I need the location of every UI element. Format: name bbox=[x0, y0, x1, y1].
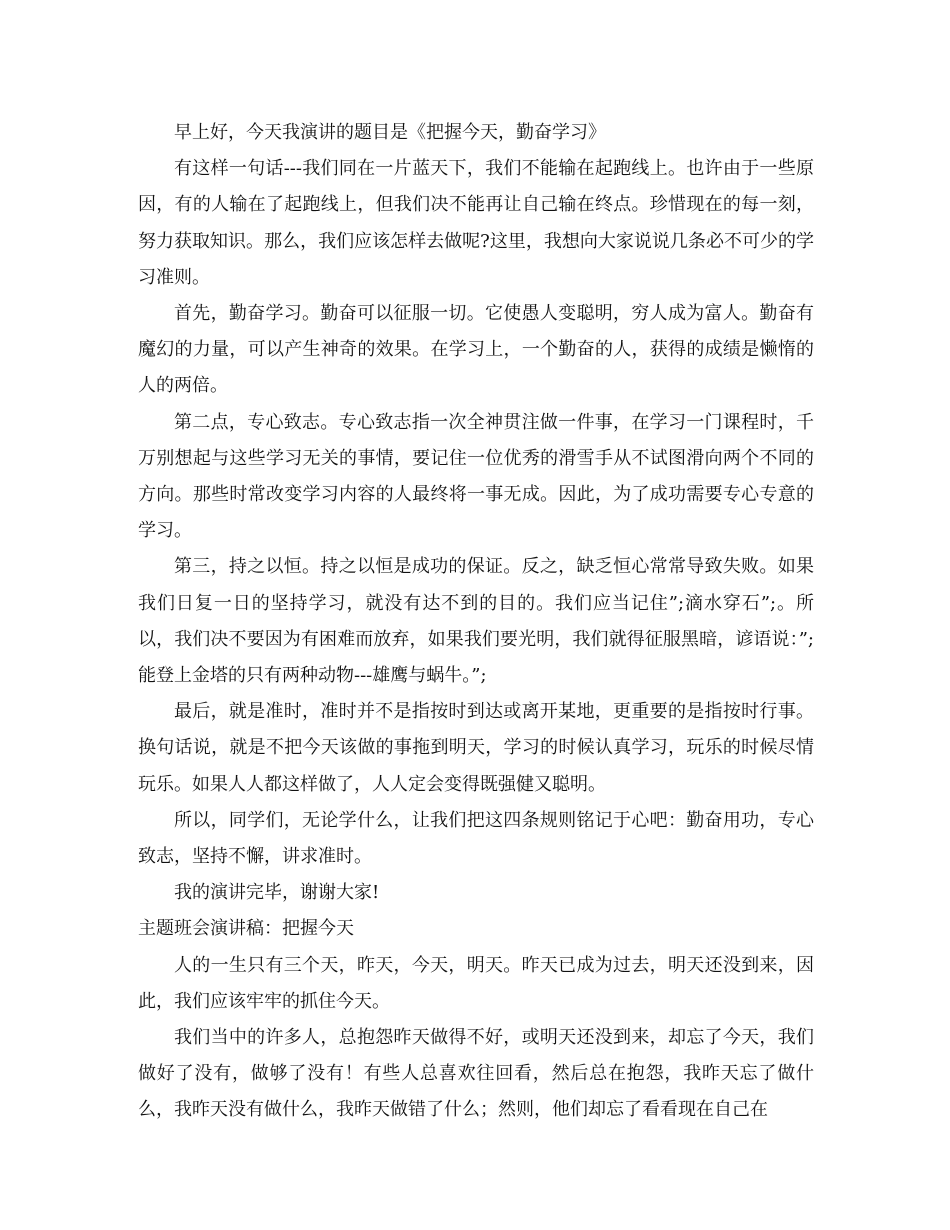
body-paragraph: 第三，持之以恒。持之以恒是成功的保证。反之，缺乏恒心常常导致失败。如果我们日复一日的坚持学习，就没有达不到的目的。我们应当记住”;滴水穿石”;。所以，我们决不要因为有困难而放弃，如果我们要光明，我们就得征服黑暗，谚语说：”;能登上金塔的只有两种动物---雄鹰与蜗牛。”; bbox=[138, 556, 814, 687]
body-paragraph: 我们当中的许多人，总抱怨昨天做得不好，或明天还没到来，却忘了今天，我们做好了没有，做够了没有！有些人总喜欢往回看，然后总在抱怨，我昨天忘了做什么，我昨天没有做什么，我昨天做错了什么；然则，他们却忘了看看现在自己在 bbox=[138, 1027, 814, 1121]
section-title: 主题班会演讲稿：把握今天 bbox=[138, 918, 354, 940]
body-paragraph: 人的一生只有三个天，昨天，今天，明天。昨天已成为过去，明天还没到来，因此，我们应该牢牢的抓住今天。 bbox=[138, 954, 814, 1012]
body-paragraph: 首先，勤奋学习。勤奋可以征服一切。它使愚人变聪明，穷人成为富人。勤奋有魔幻的力量，可以产生神奇的效果。在学习上，一个勤奋的人，获得的成绩是懒惰的人的两倍。 bbox=[138, 303, 814, 397]
body-paragraph: 第二点，专心致志。专心致志指一次全神贯注做一件事，在学习一门课程时，千万别想起与这些学习无关的事情，要记住一位优秀的滑雪手从不试图滑向两个不同的方向。那些时常改变学习内容的人最终将一事无成。因此，为了成功需要专心专意的学习。 bbox=[138, 411, 814, 542]
document-body bbox=[138, 115, 814, 1129]
body-paragraph: 所以，同学们，无论学什么，让我们把这四条规则铭记于心吧：勤奋用功，专心致志，坚持不懈，讲求准时。 bbox=[138, 809, 814, 868]
body-paragraph: 最后，就是准时，准时并不是指按时到达或离开某地，更重要的是指按时行事。换句话说，就是不把今天该做的事拖到明天，学习的时候认真学习，玩乐的时候尽情玩乐。如果人人都这样做了，人人定会变得既强健又聪明。 bbox=[138, 701, 814, 795]
closing-paragraph: 我的演讲完毕，谢谢大家! bbox=[174, 882, 380, 904]
greeting-paragraph: 早上好，今天我演讲的题目是《把握今天，勤奋学习》 bbox=[174, 122, 606, 143]
body-paragraph: 有这样一句话---我们同在一片蓝天下，我们不能输在起跑线上。也许由于一些原因，有的人输在了起跑线上，但我们决不能再让自己输在终点。珍惜现在的每一刻，努力获取知识。那么，我们应该怎样去做呢?这里，我想向大家说说几条必不可少的学习准则。 bbox=[138, 158, 814, 288]
